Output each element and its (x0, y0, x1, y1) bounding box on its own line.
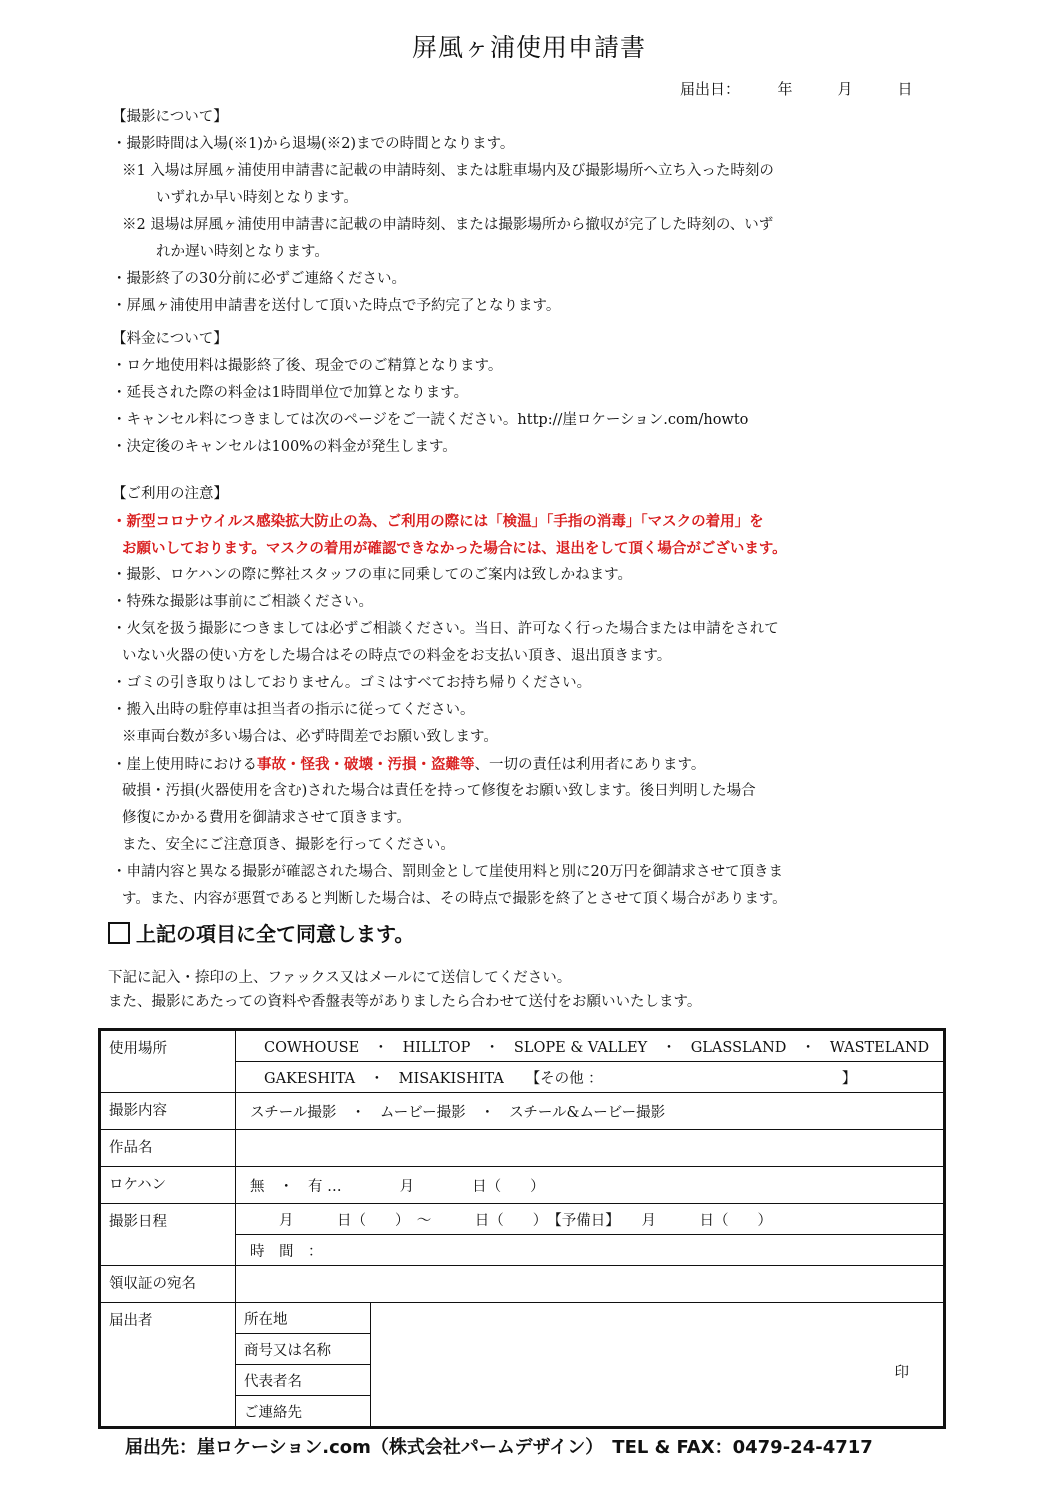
notice-line: す。また、内容が悪質であると判断した場合は、その時点で撮影を終了とさせて頂く場合があります。 (122, 891, 787, 907)
notice-line: ・特殊な撮影は事前にご相談ください。 (112, 594, 373, 610)
time-field[interactable]: 時 間 ： (236, 1235, 945, 1266)
scouting-label: ロケハン (100, 1167, 236, 1204)
notice-line: れか遅い時刻となります。 (156, 244, 329, 260)
section-heading: 【ご利用の注意】 (112, 486, 228, 502)
notice-line: ※車両台数が多い場合は、必ず時間差でお願い致します。 (122, 729, 498, 745)
content-options[interactable]: スチール撮影 ・ ムービー撮影 ・ スチール&ムービー撮影 (236, 1093, 945, 1130)
section-2 (0, 326, 748, 461)
contact-label: ご連絡先 (236, 1396, 371, 1428)
footer-contact: 届出先：崖ロケーション.com（株式会社パームデザイン） TEL & FAX：0479-24-4717 (125, 1437, 873, 1458)
application-form (98, 1028, 946, 1429)
notice-line: ・新型コロナウイルス感染拡大防止の為、ご利用の際には「検温」「手指の消毒」「マスクの着用」を (112, 513, 764, 530)
notice-line: ・申請内容と異なる撮影が確認された場合、罰則金として崖使用料と別に20万円を御請求させて頂きま (112, 864, 783, 880)
notice-line: 修復にかかる費用を御請求させて頂きます。 (122, 810, 411, 826)
work-title-field[interactable] (236, 1130, 945, 1167)
applicant-details-field[interactable] (371, 1303, 945, 1428)
agree-label: 上記の項目に全て同意します。 (136, 922, 415, 946)
location-options-2[interactable]: GAKESHITA ・ MISAKISHITA 【その他 ： 】 (236, 1062, 945, 1093)
notice-line: ・決定後のキャンセルは100%の料金が発生します。 (112, 439, 457, 455)
schedule-field[interactable]: 月 日（ ） ～ 日（ ） 【予備日】 月 日（ ） (236, 1204, 945, 1235)
representative-label: 代表者名 (236, 1365, 371, 1396)
receipt-name-field[interactable] (236, 1266, 945, 1303)
notice-line: ・延長された際の料金は1時間単位で加算となります。 (112, 385, 469, 401)
notice-line: また、安全にご注意頂き、撮影を行ってください。 (122, 837, 455, 853)
notice-line: ・撮影時間は入場(※1)から退場(※2)までの時間となります。 (112, 136, 515, 152)
location-label: 使用場所 (100, 1030, 236, 1093)
section-heading: 【撮影について】 (112, 109, 228, 125)
scouting-field[interactable]: 無 ・ 有 … 月 日（ ） (236, 1167, 945, 1204)
notice-line: お願いしております。マスクの着用が確認できなかった場合には、退出をして頂く場合がございます。 (122, 540, 787, 557)
seal-mark: 印 (894, 1365, 909, 1381)
receipt-name-label: 領収証の宛名 (100, 1266, 236, 1303)
instruction-line-1: 下記に記入・捺印の上、ファックス又はメールにて送信してください。 (108, 970, 572, 986)
content-label: 撮影内容 (100, 1093, 236, 1130)
notice-line: ・撮影終了の30分前に必ずご連絡ください。 (112, 271, 406, 287)
section-3 (0, 481, 787, 913)
agree-checkbox[interactable] (108, 922, 130, 944)
section-1 (0, 104, 774, 320)
notice-text: 、一切の責任は利用者にあります。 (474, 757, 706, 773)
notice-line: ・キャンセル料につきましては次のページをご一読ください。http://崖ロケーション.com/howto (112, 412, 749, 428)
notice-line: いない火器の使い方をした場合はその時点での料金をお支払い頂き、退出頂きます。 (122, 648, 672, 664)
notice-line: ・ロケ地使用料は撮影終了後、現金でのご精算となります。 (112, 358, 503, 374)
company-name-label: 商号又は名称 (236, 1334, 371, 1365)
notice-line: ※1 入場は屏風ヶ浦使用申請書に記載の申請時刻、または駐車場内及び撮影場所へ立ち入った時刻の (122, 163, 774, 179)
notice-line: ・屏風ヶ浦使用申請書を送付して頂いた時点で予約完了となります。 (112, 298, 561, 314)
instruction-line-2: また、撮影にあたっての資料や香盤表等がありましたら合わせて送付をお願いいたします。 (108, 994, 702, 1010)
address-label: 所在地 (236, 1303, 371, 1334)
notice-line: ・火気を扱う撮影につきましては必ずご相談ください。当日、許可なく行った場合または申請をされて (112, 621, 779, 637)
notice-line: ・搬入出時の駐停車は担当者の指示に従ってください。 (112, 702, 475, 718)
location-options-1[interactable]: COWHOUSE ・ HILLTOP ・ SLOPE & VALLEY ・ GLASSLAND ・ WASTELAND (236, 1030, 945, 1062)
submission-date: 届出日： 年 月 日 (680, 80, 913, 98)
notice-line: いずれか早い時刻となります。 (156, 190, 358, 206)
page-title: 屏風ヶ浦使用申請書 (411, 33, 646, 62)
notice-line: ・ゴミの引き取りはしておりません。ゴミはすべてお持ち帰りください。 (112, 675, 592, 691)
warning-text: 事故・怪我・破壊・汚損・盗難等 (257, 756, 475, 773)
agree-checkbox-row[interactable] (108, 918, 414, 947)
notice-line: ・撮影、ロケハンの際に弊社スタッフの車に同乗してのご案内は致しかねます。 (112, 567, 632, 583)
applicant-label: 届出者 (100, 1303, 236, 1428)
notice-line (0, 751, 787, 778)
work-title-label: 作品名 (100, 1130, 236, 1167)
section-heading: 【料金について】 (112, 331, 228, 347)
notice-text: ・崖上使用時における (112, 757, 257, 773)
schedule-label: 撮影日程 (100, 1204, 236, 1266)
notice-line: 破損・汚損(火器使用を含む)された場合は責任を持って修復をお願い致します。後日判明した場合 (122, 783, 756, 799)
notice-line: ※2 退場は屏風ヶ浦使用申請書に記載の申請時刻、または撮影場所から撤収が完了した時刻の、いず (122, 217, 774, 233)
